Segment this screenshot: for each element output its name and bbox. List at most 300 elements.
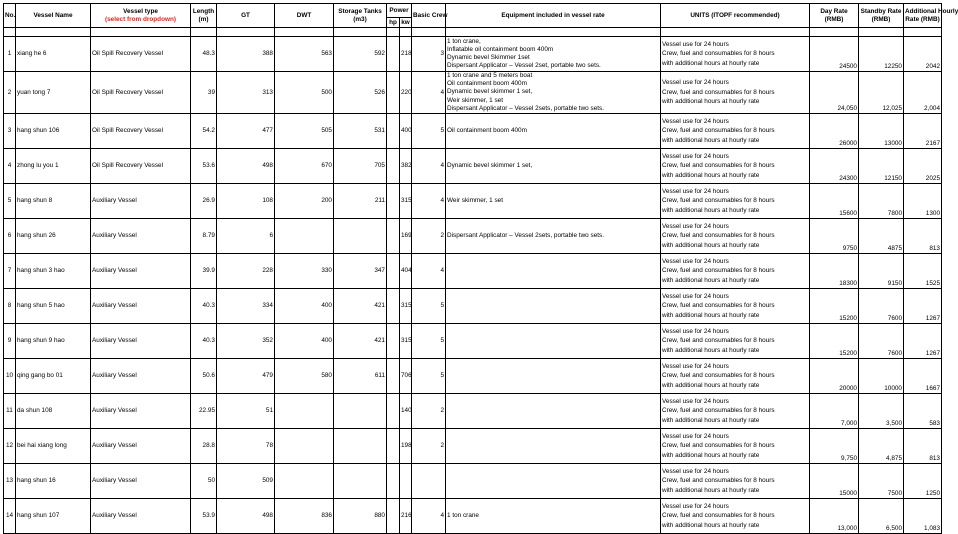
vessel-type-cell: Auxiliary Vessel (91, 254, 191, 289)
gt-cell: 509 (217, 464, 275, 499)
dwt-cell: 505 (275, 114, 334, 149)
table-row (4, 464, 942, 499)
length-cell: 53.6 (191, 149, 217, 184)
equipment-line: Dynamic bevel Skimmer 1set (447, 54, 530, 61)
table-row (4, 499, 942, 534)
vessel-type-cell: Oil Spill Recovery Vessel (91, 149, 191, 184)
table-row (4, 289, 942, 324)
table-row (4, 37, 942, 72)
equipment-line: Oil containment boom 400m (447, 126, 527, 134)
gt-cell: 498 (217, 149, 275, 184)
header-vessel-type-note: (select from dropdown) (104, 15, 176, 23)
equipment-cell (446, 429, 661, 464)
equipment-line: Weir skimmer, 1 set (447, 196, 503, 204)
hourly-rate-cell: 2,004 (904, 72, 942, 114)
standby-rate-cell: 3,500 (859, 394, 904, 429)
header-storage-label: Storage Tanks (338, 7, 382, 15)
equipment-cell (446, 37, 661, 72)
equipment-cell (446, 149, 661, 184)
header-length (191, 4, 217, 28)
table-row (4, 359, 942, 394)
units-line: Crew, fuel and consumables for 8 hours (662, 232, 775, 240)
row-number-cell: 6 (4, 219, 16, 254)
units-cell (661, 359, 810, 394)
vessel-type-cell: Auxiliary Vessel (91, 429, 191, 464)
vessel-name-cell: hang shun 9 hao (16, 324, 91, 359)
dwt-cell: 563 (275, 37, 334, 72)
day-rate-cell: 15200 (810, 289, 859, 324)
day-rate-cell: 24,050 (810, 72, 859, 114)
units-cell (661, 464, 810, 499)
equipment-cell (446, 254, 661, 289)
standby-rate-cell: 9150 (859, 254, 904, 289)
vessel-name-cell: hang shun 16 (16, 464, 91, 499)
units-cell (661, 72, 810, 114)
length-cell: 39.9 (191, 254, 217, 289)
units-line: Crew, fuel and consumables for 8 hours (662, 127, 775, 135)
crew-cell: 5 (412, 114, 446, 149)
header-storage (334, 4, 387, 28)
units-line: with additional hours at hourly rate (662, 451, 760, 459)
units-line: Vessel use for 24 hours (662, 222, 729, 230)
units-line: Vessel use for 24 hours (662, 187, 729, 195)
units-line: Vessel use for 24 hours (662, 362, 729, 370)
standby-rate-cell: 12150 (859, 149, 904, 184)
dwt-cell: 400 (275, 289, 334, 324)
length-cell: 40.3 (191, 289, 217, 324)
units-line: with additional hours at hourly rate (662, 206, 760, 214)
units-line: Crew, fuel and consumables for 8 hours (662, 88, 775, 96)
gt-cell: 78 (217, 429, 275, 464)
vessel-type-cell: Auxiliary Vessel (91, 324, 191, 359)
spacer-row (4, 28, 942, 37)
crew-cell (412, 464, 446, 499)
units-cell (661, 289, 810, 324)
row-number-cell: 14 (4, 499, 16, 534)
units-line: with additional hours at hourly rate (662, 381, 760, 389)
header-standby-rate (859, 4, 904, 28)
standby-rate-cell: 7500 (859, 464, 904, 499)
storage-cell: 880 (334, 499, 387, 534)
header-power: Power (387, 4, 412, 18)
header-equipment: Equipment included in vessel rate (446, 4, 661, 28)
row-number-cell: 13 (4, 464, 16, 499)
equipment-cell (446, 359, 661, 394)
units-line: with additional hours at hourly rate (662, 276, 760, 284)
standby-rate-cell: 13000 (859, 114, 904, 149)
dwt-cell: 500 (275, 72, 334, 114)
hourly-rate-cell: 583 (904, 394, 942, 429)
power-hp-cell (387, 464, 400, 499)
header-day-rate-unit: (RMB) (824, 15, 844, 23)
hourly-rate-cell: 1300 (904, 184, 942, 219)
dwt-cell (275, 429, 334, 464)
storage-cell: 526 (334, 72, 387, 114)
hourly-rate-cell: 1,083 (904, 499, 942, 534)
power-hp-cell (387, 359, 400, 394)
vessel-name-cell: hang shun 106 (16, 114, 91, 149)
length-cell: 8.79 (191, 219, 217, 254)
length-cell: 40.3 (191, 324, 217, 359)
gt-cell: 108 (217, 184, 275, 219)
units-line: Crew, fuel and consumables for 8 hours (662, 267, 775, 275)
storage-cell (334, 429, 387, 464)
hourly-rate-cell: 1250 (904, 464, 942, 499)
header-hourly-rate (904, 4, 958, 28)
units-cell (661, 37, 810, 72)
hourly-rate-cell: 2167 (904, 114, 942, 149)
units-line: Vessel use for 24 hours (662, 327, 729, 335)
units-line: Vessel use for 24 hours (662, 502, 729, 510)
equipment-cell (446, 289, 661, 324)
equipment-line: Dynamic bevel skimmer 1 set, (447, 161, 533, 169)
day-rate-cell: 13,000 (810, 499, 859, 534)
standby-rate-cell: 7800 (859, 184, 904, 219)
power-kw-cell: 140 (400, 394, 412, 429)
equipment-line: Weir skimmer, 1 set (447, 96, 503, 104)
table-row (4, 429, 942, 464)
units-line: with additional hours at hourly rate (662, 346, 760, 354)
units-cell (661, 324, 810, 359)
header-standby-unit: (RMB) (871, 15, 891, 23)
power-kw-cell: 169 (400, 219, 412, 254)
dwt-cell: 400 (275, 324, 334, 359)
day-rate-cell: 15600 (810, 184, 859, 219)
header-no: No. (4, 4, 16, 28)
units-cell (661, 429, 810, 464)
vessel-name-cell: da shun 108 (16, 394, 91, 429)
units-cell (661, 499, 810, 534)
day-rate-cell: 9750 (810, 219, 859, 254)
power-kw-cell: 404 (400, 254, 412, 289)
power-hp-cell (387, 114, 400, 149)
power-hp-cell (387, 149, 400, 184)
header-gt: GT (217, 4, 275, 28)
units-line: with additional hours at hourly rate (662, 136, 760, 144)
units-line: Crew, fuel and consumables for 8 hours (662, 407, 775, 415)
equipment-cell (446, 72, 661, 114)
crew-cell: 2 (412, 394, 446, 429)
day-rate-cell: 15000 (810, 464, 859, 499)
crew-cell: 4 (412, 254, 446, 289)
length-cell: 22.95 (191, 394, 217, 429)
length-cell: 48.3 (191, 37, 217, 72)
gt-cell: 498 (217, 499, 275, 534)
vessel-name-cell: xiang he 6 (16, 37, 91, 72)
table-row (4, 324, 942, 359)
header-hourly-label: Additional Hourly (905, 7, 958, 15)
day-rate-cell: 15200 (810, 324, 859, 359)
standby-rate-cell: 12,025 (859, 72, 904, 114)
equipment-line: Dispersant Applicator – Vessel 2sets, portable two sets. (447, 104, 605, 112)
standby-rate-cell: 12250 (859, 37, 904, 72)
units-line: Crew, fuel and consumables for 8 hours (662, 442, 775, 450)
crew-cell: 5 (412, 289, 446, 324)
gt-cell: 51 (217, 394, 275, 429)
row-number-cell: 1 (4, 37, 16, 72)
storage-cell: 421 (334, 289, 387, 324)
row-number-cell: 9 (4, 324, 16, 359)
equipment-cell (446, 394, 661, 429)
units-cell (661, 219, 810, 254)
crew-cell: 4 (412, 184, 446, 219)
standby-rate-cell: 10000 (859, 359, 904, 394)
header-dwt: DWT (275, 4, 334, 28)
equipment-line: Inflatable oil containment boom 400m (447, 45, 554, 53)
vessel-type-cell: Auxiliary Vessel (91, 394, 191, 429)
header-power-kw: kw (401, 18, 410, 26)
power-hp-cell (387, 37, 400, 72)
vessel-name-cell: hang shun 5 hao (16, 289, 91, 324)
units-cell (661, 149, 810, 184)
row-number-cell: 8 (4, 289, 16, 324)
hourly-rate-cell: 2025 (904, 149, 942, 184)
length-cell: 53.9 (191, 499, 217, 534)
units-line: Vessel use for 24 hours (662, 152, 729, 160)
header-crew: Basic Crew (412, 4, 446, 28)
crew-cell: 2 (412, 219, 446, 254)
power-kw-cell: 218 (400, 37, 412, 72)
equipment-line: 1 ton crane, (447, 37, 481, 45)
crew-cell: 2 (412, 429, 446, 464)
vessel-name-cell: hang shun 8 (16, 184, 91, 219)
power-hp-cell (387, 184, 400, 219)
storage-cell: 531 (334, 114, 387, 149)
gt-cell: 228 (217, 254, 275, 289)
gt-cell: 388 (217, 37, 275, 72)
equipment-cell (446, 114, 661, 149)
vessel-type-cell: Auxiliary Vessel (91, 289, 191, 324)
row-number-cell: 5 (4, 184, 16, 219)
row-number-cell: 12 (4, 429, 16, 464)
units-line: Vessel use for 24 hours (662, 432, 729, 440)
hourly-rate-cell: 1667 (904, 359, 942, 394)
storage-cell: 611 (334, 359, 387, 394)
power-kw-cell: 400 (400, 114, 412, 149)
header-storage-unit: (m3) (353, 15, 367, 23)
equipment-line: 1 ton crane (447, 511, 479, 519)
length-cell: 54.2 (191, 114, 217, 149)
power-hp-cell (387, 499, 400, 534)
units-cell (661, 254, 810, 289)
units-line: Crew, fuel and consumables for 8 hours (662, 197, 775, 205)
units-cell (661, 394, 810, 429)
vessel-name-cell: bei hai xiang long (16, 429, 91, 464)
day-rate-cell: 9,750 (810, 429, 859, 464)
power-kw-cell: 315 (400, 289, 412, 324)
equipment-line: Dispersant Applicator – Vessel 2set, portable two sets. (447, 62, 601, 70)
dwt-cell: 330 (275, 254, 334, 289)
dwt-cell (275, 464, 334, 499)
units-line: Vessel use for 24 hours (662, 117, 729, 125)
dwt-cell (275, 394, 334, 429)
vessel-name-cell: hang shun 107 (16, 499, 91, 534)
units-line: Crew, fuel and consumables for 8 hours (662, 512, 775, 520)
hourly-rate-cell: 1525 (904, 254, 942, 289)
units-line: Vessel use for 24 hours (662, 79, 729, 87)
header-day-rate (810, 4, 859, 28)
units-line: with additional hours at hourly rate (662, 98, 760, 106)
gt-cell: 334 (217, 289, 275, 324)
units-line: with additional hours at hourly rate (662, 486, 760, 494)
units-cell (661, 114, 810, 149)
storage-cell: 592 (334, 37, 387, 72)
power-hp-cell (387, 289, 400, 324)
hourly-rate-cell: 813 (904, 429, 942, 464)
units-cell (661, 184, 810, 219)
vessel-type-cell: Oil Spill Recovery Vessel (91, 114, 191, 149)
power-kw-cell: 216 (400, 499, 412, 534)
standby-rate-cell: 6,500 (859, 499, 904, 534)
length-cell: 50 (191, 464, 217, 499)
row-number-cell: 2 (4, 72, 16, 114)
row-number-cell: 3 (4, 114, 16, 149)
power-kw-cell (400, 464, 412, 499)
vessel-type-cell: Auxiliary Vessel (91, 359, 191, 394)
equipment-cell (446, 184, 661, 219)
hourly-rate-cell: 2042 (904, 37, 942, 72)
power-hp-cell (387, 72, 400, 114)
power-hp-cell (387, 429, 400, 464)
units-line: with additional hours at hourly rate (662, 241, 760, 249)
vessel-type-cell: Oil Spill Recovery Vessel (91, 37, 191, 72)
units-line: Crew, fuel and consumables for 8 hours (662, 162, 775, 170)
power-kw-cell: 706 (400, 359, 412, 394)
storage-cell: 211 (334, 184, 387, 219)
power-kw-cell: 198 (400, 429, 412, 464)
header-power-hp: hp (387, 18, 400, 28)
standby-rate-cell: 7600 (859, 324, 904, 359)
standby-rate-cell: 4,875 (859, 429, 904, 464)
vessel-type-cell: Auxiliary Vessel (91, 219, 191, 254)
equipment-line: Dispersant Applicator – Vessel 2sets, portable two sets. (447, 231, 605, 239)
gt-cell: 479 (217, 359, 275, 394)
power-hp-cell (387, 254, 400, 289)
equipment-line: Dynamic bevel skimmer 1 set, (447, 88, 533, 96)
equipment-cell (446, 219, 661, 254)
units-line: Crew, fuel and consumables for 8 hours (662, 50, 775, 58)
day-rate-cell: 24300 (810, 149, 859, 184)
power-kw-cell: 315 (400, 184, 412, 219)
units-line: with additional hours at hourly rate (662, 521, 760, 529)
gt-cell: 6 (217, 219, 275, 254)
header-vessel-name: Vessel Name (16, 4, 91, 28)
dwt-cell: 836 (275, 499, 334, 534)
units-line: with additional hours at hourly rate (662, 59, 760, 67)
vessel-rows (4, 28, 942, 534)
storage-cell (334, 464, 387, 499)
table-row (4, 394, 942, 429)
vessel-name-cell: yuan tong 7 (16, 72, 91, 114)
crew-cell: 5 (412, 324, 446, 359)
crew-cell: 3 (412, 37, 446, 72)
crew-cell: 4 (412, 149, 446, 184)
table-row (4, 254, 942, 289)
table-row (4, 149, 942, 184)
row-number-cell: 4 (4, 149, 16, 184)
length-cell: 50.6 (191, 359, 217, 394)
power-hp-cell (387, 219, 400, 254)
day-rate-cell: 18300 (810, 254, 859, 289)
units-line: Crew, fuel and consumables for 8 hours (662, 337, 775, 345)
table-row (4, 72, 942, 114)
row-number-cell: 11 (4, 394, 16, 429)
units-line: Vessel use for 24 hours (662, 40, 729, 48)
storage-cell: 347 (334, 254, 387, 289)
crew-cell: 4 (412, 72, 446, 114)
dwt-cell: 200 (275, 184, 334, 219)
storage-cell: 705 (334, 149, 387, 184)
table-row (4, 114, 942, 149)
crew-cell: 5 (412, 359, 446, 394)
equipment-line: 1 ton crane and 5 meters boat (447, 72, 533, 79)
storage-cell: 421 (334, 324, 387, 359)
header-length-unit: (m) (198, 15, 209, 23)
gt-cell: 352 (217, 324, 275, 359)
dwt-cell: 670 (275, 149, 334, 184)
units-line: Crew, fuel and consumables for 8 hours (662, 302, 775, 310)
vessel-type-cell: Auxiliary Vessel (91, 499, 191, 534)
standby-rate-cell: 7600 (859, 289, 904, 324)
length-cell: 26.9 (191, 184, 217, 219)
header-units: UNITS (ITOPF recommended) (661, 4, 810, 28)
standby-rate-cell: 4875 (859, 219, 904, 254)
header-day-rate-label: Day Rate (820, 7, 848, 15)
vessel-name-cell: hang shun 3 hao (16, 254, 91, 289)
length-cell: 39 (191, 72, 217, 114)
vessel-rates-table (3, 3, 958, 534)
equipment-line: Oil containment boom 400m (447, 80, 527, 88)
row-number-cell: 7 (4, 254, 16, 289)
hourly-rate-cell: 1267 (904, 324, 942, 359)
length-cell: 28.8 (191, 429, 217, 464)
units-line: Crew, fuel and consumables for 8 hours (662, 372, 775, 380)
units-line: with additional hours at hourly rate (662, 171, 760, 179)
power-kw-cell: 220 (400, 72, 412, 114)
units-line: with additional hours at hourly rate (662, 311, 760, 319)
table-row (4, 219, 942, 254)
units-line: Vessel use for 24 hours (662, 257, 729, 265)
power-hp-cell (387, 394, 400, 429)
equipment-cell (446, 499, 661, 534)
power-hp-cell (387, 324, 400, 359)
vessel-name-cell: qing gang bo 01 (16, 359, 91, 394)
hourly-rate-cell: 813 (904, 219, 942, 254)
day-rate-cell: 20000 (810, 359, 859, 394)
gt-cell: 313 (217, 72, 275, 114)
day-rate-cell: 26000 (810, 114, 859, 149)
vessel-name-cell: zhong lu you 1 (16, 149, 91, 184)
vessel-type-cell: Auxiliary Vessel (91, 464, 191, 499)
vessel-name-cell: hang shun 26 (16, 219, 91, 254)
header-hourly-unit: Rate (RMB) (905, 15, 940, 23)
storage-cell (334, 394, 387, 429)
units-line: Vessel use for 24 hours (662, 292, 729, 300)
hourly-rate-cell: 1267 (904, 289, 942, 324)
equipment-cell (446, 324, 661, 359)
units-line: Vessel use for 24 hours (662, 397, 729, 405)
dwt-cell: 580 (275, 359, 334, 394)
units-line: with additional hours at hourly rate (662, 416, 760, 424)
header-vessel-type (91, 4, 191, 28)
vessel-type-cell: Oil Spill Recovery Vessel (91, 72, 191, 114)
units-line: Crew, fuel and consumables for 8 hours (662, 477, 775, 485)
power-kw-cell: 315 (400, 324, 412, 359)
table-row (4, 184, 942, 219)
vessel-type-cell: Auxiliary Vessel (91, 184, 191, 219)
header-standby-label: Standby Rate (860, 7, 902, 15)
day-rate-cell: 24500 (810, 37, 859, 72)
